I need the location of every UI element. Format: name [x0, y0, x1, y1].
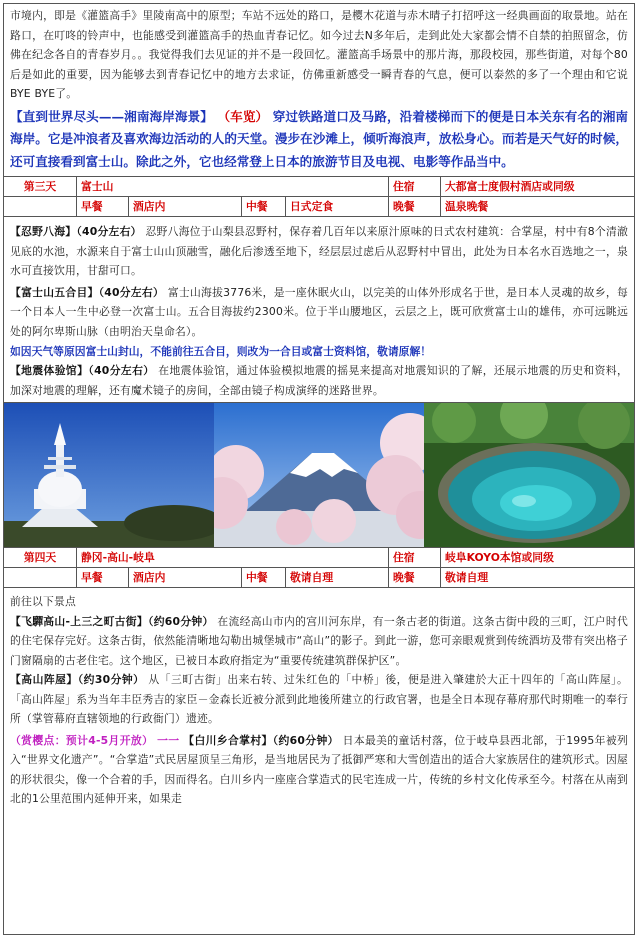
quake-time: （40分左右） [88, 364, 155, 377]
shonan-text: 穿过铁路道口及马路，沿着楼梯而下的便是日本关东有名的湘南海岸。它是冲浪者及喜欢海边活动的人的天堂。漫步在沙滩上，倾听海浪声，放松身心。而若是天气好的时候，还可直接看到富士山。除此之外，它也经常登上日本的旅游节目及电视、电影等作品当中。 [10, 108, 629, 169]
day3-stay-label: 住宿 [388, 177, 440, 196]
dash: 一一 [157, 733, 180, 747]
clear-spring-pond-photo [424, 403, 634, 547]
itinerary-page [3, 3, 635, 935]
day4-stay-label: 住宿 [388, 548, 440, 567]
day3-breakfast: 酒店内 [128, 197, 241, 216]
day4-lunch: 敬请自理 [285, 568, 388, 587]
oshino-title: 【忍野八海】 [10, 225, 77, 238]
fuji-image [214, 403, 424, 547]
jinya-text: 从「三町古街」出来右转、过朱红色的「中桥」後，便是进入肇建於大正十四年的「高山阵屋」。「高山阵屋」系为当年丰臣秀吉的家臣－金森长近被分派到此地後所建立的行政官署，也是全日本现存幕府那代时期唯一的奉行所（掌管幕府直辖领地的行政衙门）遗迹。 [10, 673, 628, 725]
fuji-closure-note: 如因天气等原因富士山封山，不能前往五合目，则改为一合目或富士资料馆，敬请原解！ [10, 345, 432, 358]
pagoda-image [4, 403, 214, 547]
day4-dinner-label: 晚餐 [388, 568, 440, 587]
fuji-paragraph [4, 281, 634, 342]
day3-meal-row [4, 196, 634, 217]
shirakawa-text: 日本最美的童话村落，位于岐阜县西北部，于1995年被列入“世界文化遗产”。“合掌造”式民居屋顶呈三角形，是当地居民为了抵御严寒和大雪创造出的适合大家族居住的建筑形式。因屋的形状很尖，像一个合着的手，因而得名。白川乡内一座座合掌造式的民宅连成一片，传统的乡村文化传承至今。村落在从南到北的1公里范围内延伸开来，如果走 [10, 733, 629, 805]
day3-label: 第三天 [23, 180, 57, 193]
day3-stay: 大都富士度假村酒店或同级 [440, 177, 634, 196]
quake-paragraph [4, 361, 634, 400]
day3-lunch-label: 中餐 [241, 197, 285, 216]
day3-lunch: 日式定食 [285, 197, 388, 216]
bloom-note: （赏樱点：预计4-5月开放） [10, 733, 154, 747]
day4-dinner: 敬请自理 [440, 568, 634, 587]
day4-row [4, 548, 634, 567]
day3-route: 富士山 [76, 177, 388, 196]
jinya-paragraph [4, 670, 634, 729]
intro-paragraph [4, 4, 634, 104]
day4-stay: 岐阜KOYO本馆或同级 [440, 548, 634, 567]
day3-row [4, 176, 634, 196]
jinya-title: 【高山阵屋】 [10, 673, 78, 686]
pond-image [424, 403, 634, 547]
shonan-title: 【直到世界尽头——湘南海岸海景】 [10, 108, 213, 124]
day4-breakfast: 酒店内 [128, 568, 241, 587]
intro-text: 市境内，即是《灌篮高手》里陵南高中的原型；车站不远处的路口，是樱木花道与赤木晴子打招呼这一经典画面的取景地。站在路口，在叮咚的铃声中，也能感受到灌篮高手的热血青春记忆。如今过去N多年后，走到此处大家都会情不自禁的拍照留念，仿佛在纪念各自的青春岁月。。我觉得我们去见证的并不是一段回忆。灌篮高手场景中的那片海，那段校园，那些街道，对每个80后是如此的重要，因为能够去到青春记忆中的地方去求证，仿佛重新感受一瞬青春的气息，便可以泰然的多了一个理由和它说BYE BYE了。 [10, 9, 628, 100]
oshino-time: （40分左右） [76, 225, 142, 238]
day3-dinner-label: 晚餐 [388, 197, 440, 216]
oshino-paragraph [4, 217, 634, 281]
hida-paragraph [4, 612, 634, 671]
day4-breakfast-label: 早餐 [76, 568, 128, 587]
white-pagoda-photo [4, 403, 214, 547]
shirakawa-title: 【白川乡合掌村】 [183, 733, 273, 747]
fuji-title: 【富士山五合目】 [10, 285, 99, 299]
day4-meal-row [4, 567, 634, 588]
oshino-text: 忍野八海位于山梨县忍野村，保存着几百年以来原汁原味的日式农村建筑：合掌屋，村中有8个清澈见底的水池，水源来自于富士山山顶融雪，融化后渗透至地下，经层层过虑后从忍野村中冒出，此处为日本名水百选地之一，泉水可直接饮用，甘甜可口。 [10, 225, 629, 277]
jinya-time: （约30分钟） [77, 673, 145, 686]
day4-lead: 前往以下景点 [10, 595, 76, 608]
day4-label: 第四天 [23, 551, 57, 564]
quake-text: 在地震体验馆，通过体验模拟地震的摇晃来提高对地震知识的了解，还展示地震的历史和资料，加深对地震的理解，还有魔术镜子的房间，全部由镜子构成演绎的迷路世界。 [10, 364, 628, 397]
photo-strip [4, 402, 634, 548]
hida-time: （约60分钟） [148, 614, 214, 628]
day4-route: 静冈-高山-岐阜 [76, 548, 388, 567]
shirakawa-time: （约60分钟） [272, 733, 339, 747]
day3-breakfast-label: 早餐 [76, 197, 128, 216]
shonan-note: （车览） [217, 108, 269, 124]
fuji-text: 富士山海拔3776米，是一座休眠火山，以完美的山体外形成名于世，是日本人灵魂的故乡，每一个日本人一生中必登一次富士山。五合目海拔约2300米。位于半山腰地区，云层之上，既可欣赏富士山的雄伟，亦可远眺远处的阿尔卑斯山脉（由明治天皇命名）。 [10, 285, 628, 338]
day4-meal-spacer [4, 568, 76, 587]
day4-lunch-label: 中餐 [241, 568, 285, 587]
day3-dinner: 温泉晚餐 [440, 197, 634, 216]
hida-text: 在流经高山市内的宫川河东岸，有一条古老的街道。这条古街中段的三町，江户时代的住宅保存完好。这条古街，依然能清晰地勾勒出城堡城市“高山”的影子。到此一游，您可亲眼观赏到传统酒坊及带有突出格子门窗隔扇的古老住宅。这个地区，已被日本政府指定为“重要传统建筑群保护区”。 [10, 614, 628, 667]
shonan-highlight [4, 104, 634, 177]
day3-meal-spacer [4, 197, 76, 216]
mount-fuji-cherry-blossom-photo [214, 403, 424, 547]
hida-title: 【飞驒高山-上三之町古街】 [10, 614, 148, 628]
fuji-time: （40分左右） [98, 285, 165, 299]
shirakawa-paragraph [4, 729, 634, 809]
quake-title: 【地震体验馆】 [10, 364, 89, 377]
